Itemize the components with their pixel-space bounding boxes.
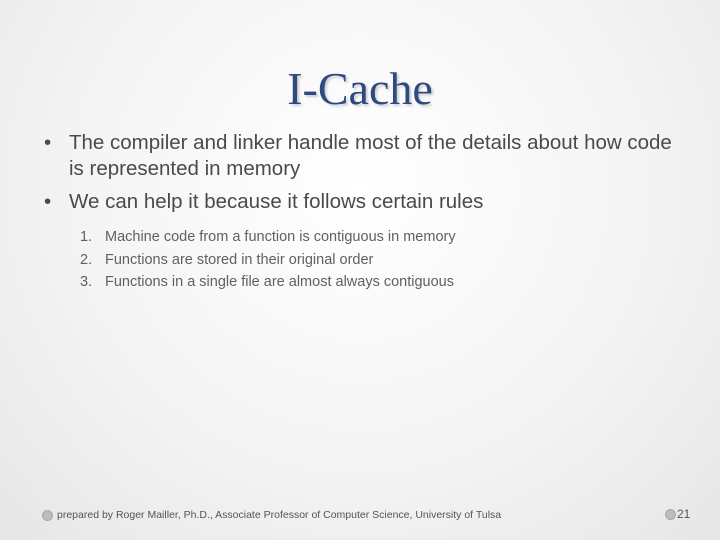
bullet-item	[44, 130, 684, 182]
bullet-symbol: •	[44, 131, 52, 154]
numbered-item	[80, 271, 640, 294]
bullet-text: We can help it because it follows certain rules	[69, 190, 484, 213]
item-text: Functions are stored in their original order	[105, 251, 374, 268]
item-number: 2.	[80, 251, 93, 268]
numbered-item	[80, 226, 640, 249]
item-number: 3.	[80, 274, 93, 290]
numbered-item	[80, 249, 640, 272]
circle-bullet-icon	[665, 509, 676, 520]
item-text: Functions in a single file are almost always contiguous	[105, 274, 454, 290]
item-number: 1.	[80, 229, 93, 245]
bullet-text: The compiler and linker handle most of the details about how code is represented in memory	[69, 131, 672, 180]
bullet-symbol: •	[44, 190, 52, 213]
numbered-list	[80, 226, 640, 294]
page-number: 21	[677, 507, 691, 521]
circle-bullet-icon	[42, 510, 53, 521]
item-text: Machine code from a function is contiguous in memory	[105, 229, 456, 245]
bullet-item	[44, 189, 684, 215]
slide-title: I-Cache	[287, 63, 433, 114]
footer-text: prepared by Roger Mailler, Ph.D., Associate Professor of Computer Science, University of Tulsa	[57, 509, 502, 521]
bullet-list	[44, 130, 684, 222]
